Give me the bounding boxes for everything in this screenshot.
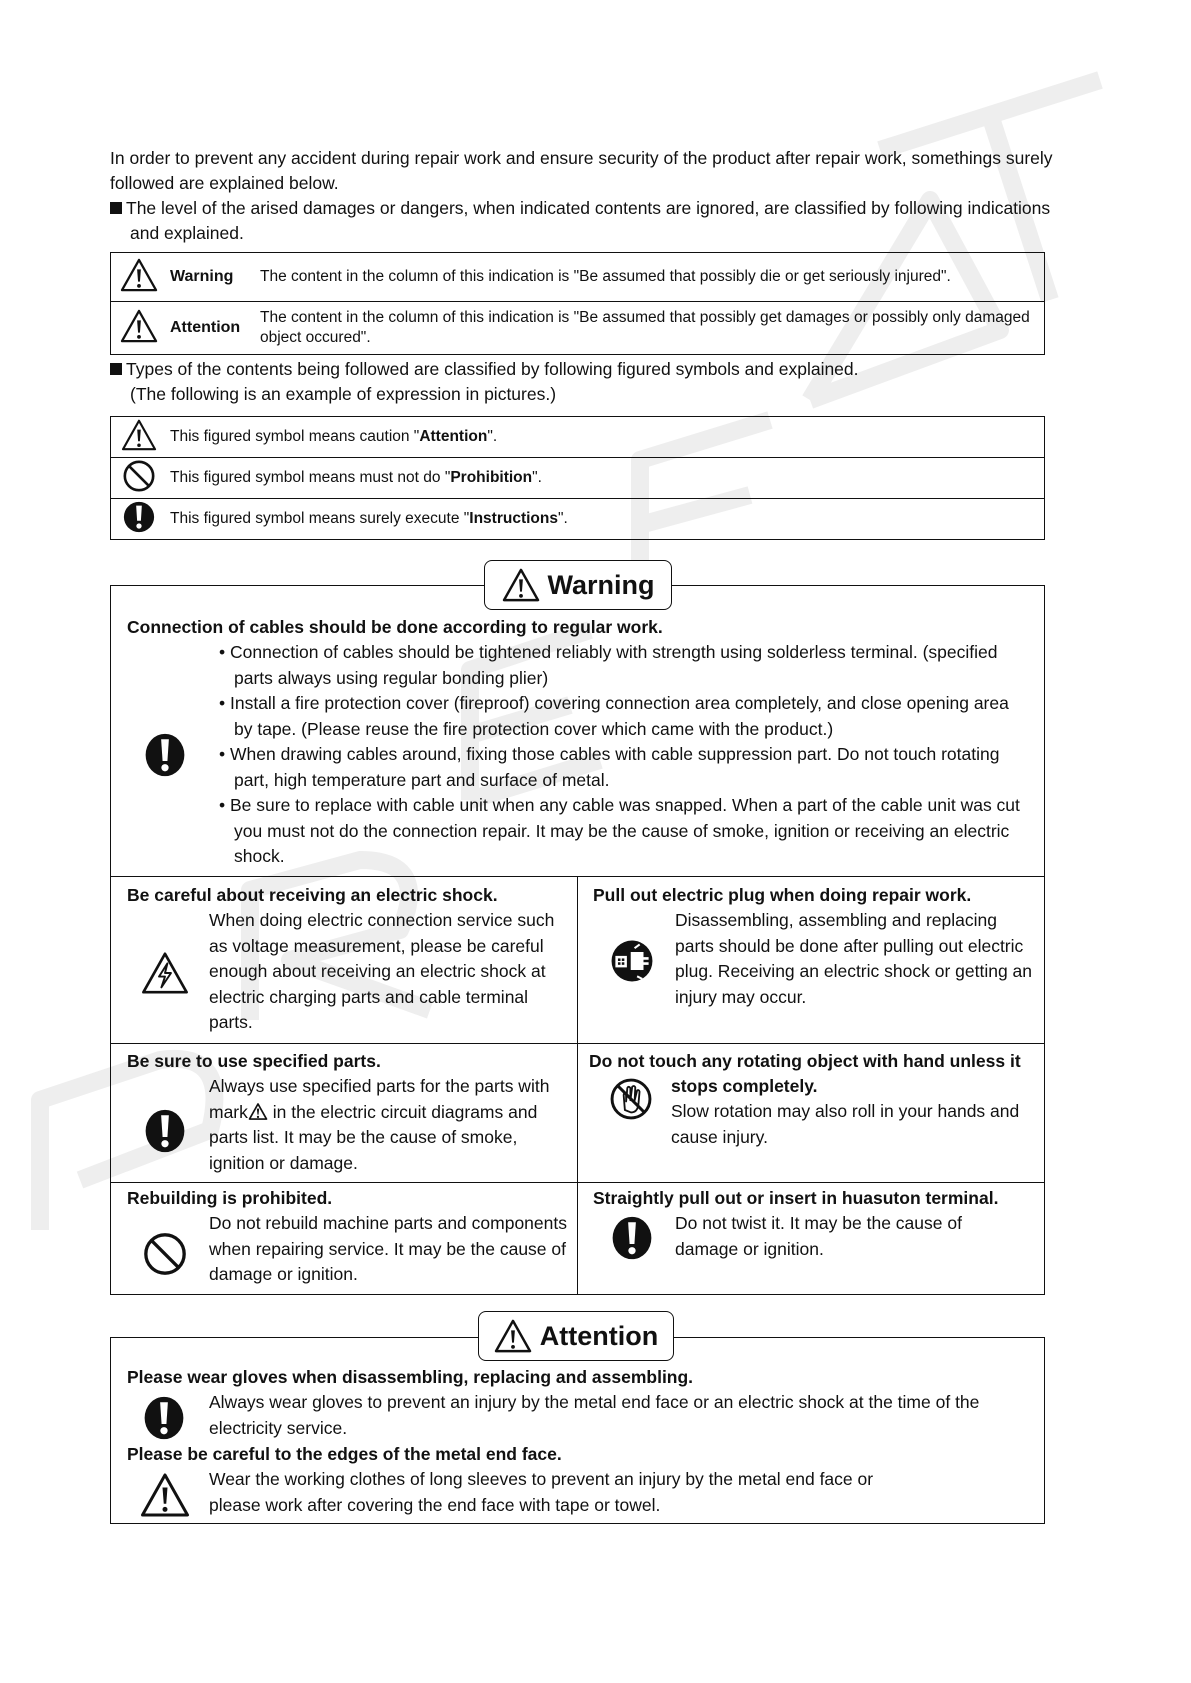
instruction-icon [610,1215,654,1261]
prohibition-icon [142,1231,188,1277]
gloves-heading: Please wear gloves when disassembling, replacing and assembling. [127,1367,694,1387]
gloves-cell [127,1365,1027,1441]
cables-cell [127,615,1027,870]
level-text-warning: The content in the column of this indication is "Be assumed that possibly die or get seriously injured". [254,253,1045,302]
danger-level-table [110,252,1045,355]
cables-heading: Connection of cables should be done according to regular work. [127,617,663,637]
list-item: • Connection of cables should be tightened reliably with strength using solderless terminal. (specified parts always using regular bonding plier) [219,642,998,688]
types-intro-line-1 [110,357,1060,382]
types-intro-line-2: (The following is an example of expression in pictures.) [130,384,557,404]
bullet-square-icon [110,363,122,375]
symbol-row-attention [111,417,1045,458]
list-item: • Install a fire protection cover (fireproof) covering connection area completely, and close opening area by tape. (Please reuse the fire protection cover which came with the product.) [219,693,1009,739]
symbol-bold: Prohibition [450,469,533,486]
level-row-attention [111,302,1045,355]
terminal-heading: Straightly pull out or insert in huasuton terminal. [593,1188,999,1208]
parts-cell [127,1049,573,1176]
parts-body [209,1074,573,1176]
instruction-icon [143,1108,187,1154]
list-item: • When drawing cables around, fixing those cables with cable suppression part. Do not touch rotating part, high temperature part and surface of metal. [219,744,1000,790]
warning-triangle-icon [502,568,540,602]
symbol-text-instructions [166,499,1045,540]
warning-label: Warning [547,569,655,600]
instruction-icon [111,499,167,540]
symbol-bold: Attention [419,428,488,445]
intro-line-1: In order to prevent any accident during repair work and ensure security of the product after repair work, somethings surely followed are explained below. [110,148,1053,193]
warning-triangle-icon [111,302,167,355]
instruction-icon [141,1395,187,1441]
gloves-body: Always wear gloves to prevent an injury by the metal end face or an electric shock at the time of the electricity service. [209,1392,980,1438]
electric-shock-icon [141,951,189,995]
level-name-warning: Warning [166,253,254,302]
symbol-bold: Instructions [469,510,558,527]
divider [577,876,578,1294]
plug-cell [593,883,1033,1010]
shock-body: When doing electric connection service such as voltage measurement, please be careful enough about receiving an electric shock at electric charging parts and cable terminal parts. [209,910,555,1032]
edges-heading: Please be careful to the edges of the metal end face. [127,1444,562,1464]
terminal-body: Do not twist it. It may be the cause of damage or ignition. [675,1213,962,1259]
symbol-prefix: This figured symbol means surely execute " [170,510,470,527]
level-row-warning [111,253,1045,302]
rotating-heading-2: stops completely. [671,1076,818,1096]
cables-list [219,640,1027,870]
parts-heading: Be sure to use specified parts. [127,1051,381,1071]
symbol-suffix: ". [532,469,542,486]
types-intro [110,357,1060,407]
symbol-text-attention [166,417,1045,458]
rebuild-cell [127,1186,573,1288]
symbol-suffix: ". [557,510,568,527]
attention-label: Attention [539,1320,659,1351]
no-touch-rotating-icon [609,1077,653,1121]
rotating-heading: Do not touch any rotating object with hand unless it [589,1051,1021,1071]
shock-cell [127,883,567,1036]
intro-line-2-text: The level of the arised damages or dangers, when indicated contents are ignored, are classified by following indications and explained. [126,198,1051,243]
rebuild-heading: Rebuilding is prohibited. [127,1188,333,1208]
bullet-square-icon [110,202,122,214]
rotating-body: Slow rotation may also roll in your hands and cause injury. [671,1101,1020,1147]
attention-label-tag [478,1311,674,1361]
terminal-cell [593,1186,1041,1262]
rotating-cell [589,1049,1041,1150]
prohibition-icon [111,458,167,499]
plug-heading: Pull out electric plug when doing repair work. [593,885,972,905]
warning-triangle-icon [494,1319,532,1353]
intro-line-2 [110,196,1060,246]
plug-body: Disassembling, assembling and replacing parts should be done after pulling out electric plug. Receiving an electric shock or getting an injury may occur. [675,910,1033,1007]
edges-cell [127,1442,1027,1518]
symbol-prefix: This figured symbol means caution " [170,428,420,445]
warning-section [110,585,1045,1295]
symbol-text-prohibition [166,458,1045,499]
instruction-icon [143,732,187,778]
list-item: • Be sure to replace with cable unit when any cable was snapped. When a part of the cable unit was cut you must not do the connection repair. It may be the cause of smoke, ignition or receiving an electric shock. [219,795,1020,866]
attention-section [110,1337,1045,1524]
symbol-table [110,416,1045,540]
shock-heading: Be careful about receiving an electric shock. [127,885,498,905]
safety-mark-icon [248,1103,268,1120]
parts-body-1: Always use specified parts for the parts with mark [209,1076,550,1122]
level-name-attention: Attention [166,302,254,355]
edges-body: Wear the working clothes of long sleeves to prevent an injury by the metal end face or please work after covering the end face with tape or towel. [209,1469,874,1515]
symbol-prefix: This figured symbol means must not do " [170,469,451,486]
warning-triangle-icon [111,253,167,302]
unplug-icon [609,938,655,984]
symbol-row-prohibition [111,458,1045,499]
symbol-row-instructions [111,499,1045,540]
rebuild-body: Do not rebuild machine parts and components when repairing service. It may be the cause of damage or ignition. [209,1213,567,1284]
types-intro-line-1-text: Types of the contents being followed are classified by following figured symbols and explained. [126,359,859,379]
level-text-attention: The content in the column of this indication is "Be assumed that possibly get damages or possibly only damaged object occured". [254,302,1045,355]
warning-label-tag [484,560,672,610]
intro-text [110,146,1060,246]
parts-body-2: in the electric circuit diagrams and parts list. It may be the cause of smoke, ignition or damage. [209,1101,538,1173]
caution-triangle-icon [111,417,167,458]
caution-triangle-icon [140,1472,190,1518]
symbol-suffix: ". [487,428,498,445]
